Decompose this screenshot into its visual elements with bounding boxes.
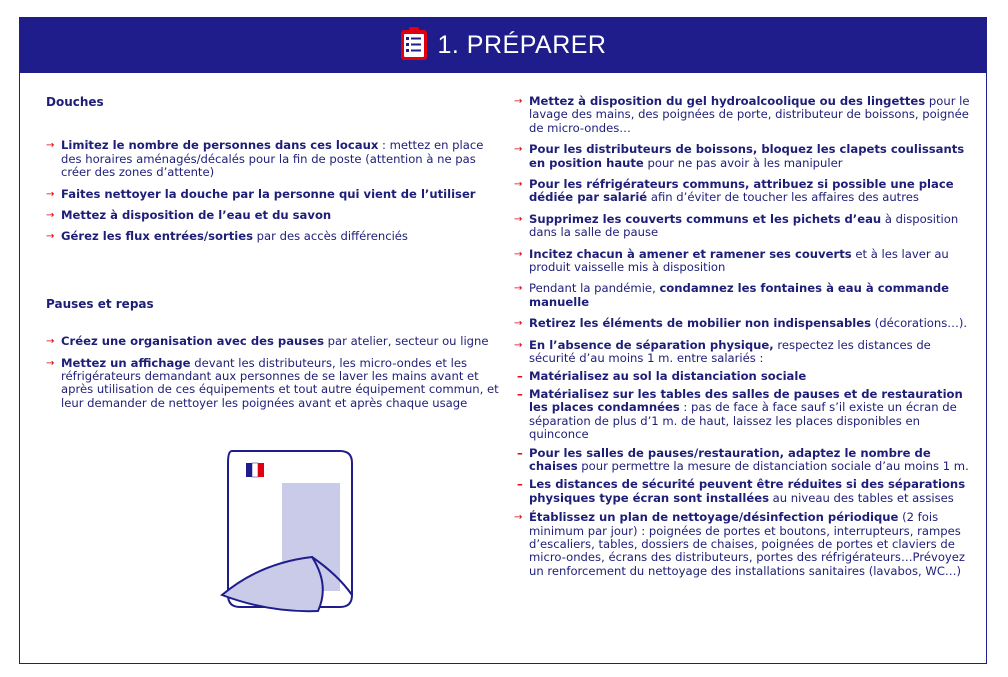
item-text: au niveau des tables et assises [768,490,954,505]
item-text: : pas de face à face sauf s’il existe un écran de séparation de plus d’1 m. de haut, laissez les places disponibles en quinconce [529,400,957,442]
flag-white [252,463,258,477]
arrow-right-icon: → [46,357,55,369]
arrow-right-icon: → [514,144,523,156]
item-bold-text: condamnez les fontaines à eau à commande manuelle [529,281,949,309]
list-item [514,213,976,240]
arrow-right-icon: → [514,339,523,351]
item-text: respectez les distances de sécurité d’au moins 1 m. entre salariés : [529,337,931,366]
item-bold-text: Gérez les flux entrées/sorties [61,229,253,244]
dash-bullet: – [517,368,523,383]
list-item [46,357,506,411]
arrow-right-icon: → [46,210,55,222]
list-item [514,282,976,309]
list-item [514,95,976,135]
arrow-right-icon: → [514,96,523,107]
sub-list-item [514,447,976,474]
sub-list-item [514,478,976,505]
left-column [46,96,506,418]
item-bold-text: Les distances de sécurité peuvent être réduites si des séparations physiques type écran sont installées [529,477,966,505]
item-text: Pendant la pandémie, [529,281,660,296]
document-illustration [220,445,370,619]
list-item [514,143,976,170]
item-text: par des accès différenciés [252,229,408,244]
item-text: (2 fois minimum par jour) : poignées de portes et boutons, interrupteurs, rampes d’escaliers, tables, dossiers de chaises, poignées de portes et claviers de micro-ondes, écrans des distributeurs, portes des réfrigérateurs…Prévoyez un renforcement du nettoyage des installations sanitaires (lavabos, WC…) [529,510,965,578]
dash-bullet: – [517,477,523,492]
douches-list [46,139,506,243]
clipboard-list-icon [400,27,428,65]
dash-bullet: – [517,386,523,401]
arrow-right-icon: → [514,179,523,191]
arrow-right-icon: → [514,213,523,225]
right-list [514,95,976,366]
list-item [46,188,506,201]
item-bold-text: Faites nettoyer la douche par la personne qui vient de l’utiliser [61,186,476,201]
list-item [514,248,976,275]
page-title: 1. PRÉPARER [437,31,607,59]
arrow-right-icon: → [514,318,523,330]
section-title-douches: Douches [46,95,104,109]
item-bold-text: Pour les réfrigérateurs communs, attribuez si possible une place dédiée par salarié [529,177,954,205]
item-bold-text: Incitez chacun à amener et ramener ses couverts [529,246,852,261]
item-text: et à les laver au produit vaisselle mis à disposition [529,246,949,275]
sub-list-item [514,388,976,442]
item-bold-text: Établissez un plan de nettoyage/désinfection périodique [529,510,899,525]
content-frame [19,17,987,664]
item-bold-text: Matérialisez sur les tables des salles de pauses et de restauration les places condamnées [529,386,963,415]
item-text: pour permettre la mesure de distanciation sociale d’au moins 1 m. [577,458,969,473]
arrow-right-icon: → [46,336,55,348]
item-bold-text: Mettez à disposition de l’eau et du savon [61,208,332,223]
arrow-right-icon: → [46,231,55,243]
list-item [514,178,976,205]
header-banner [20,18,986,73]
arrow-right-icon: → [514,248,523,260]
list-item [46,230,506,243]
item-bold-text: Matérialisez au sol la distanciation sociale [529,368,807,383]
list-item [514,317,976,330]
right-column [514,95,976,586]
flag-blue [246,463,252,477]
list-item [46,139,506,179]
distancing-sublist [514,370,976,506]
dash-bullet: – [517,445,523,460]
item-bold-text: Pour les distributeurs de boissons, bloquez les clapets coulissants en position haute [529,142,965,170]
arrow-right-icon: → [514,283,523,295]
item-bold-text: Limitez le nombre de personnes dans ces locaux [61,138,379,153]
item-bold-text: Mettez à disposition du gel hydroalcoolique ou des lingettes [529,94,926,108]
pauses-list [46,335,506,410]
list-item [46,335,506,348]
sub-list-item [514,370,976,383]
item-text: : mettez en place des horaires aménagés/décalés pour la fin de poste (attention à ne pas créer des zones d’attente) [61,138,484,180]
item-bold-text: Mettez un affichage [61,355,191,370]
list-item [46,209,506,222]
item-bold-text: En l’absence de séparation physique, [529,337,774,352]
flag-red [258,463,264,477]
section-title-pauses: Pauses et repas [46,296,154,311]
item-text: à disposition dans la salle de pause [529,211,959,240]
arrow-right-icon: → [514,512,523,524]
item-text: pour ne pas avoir à les manipuler [643,155,843,170]
item-bold-text: Créez une organisation avec des pauses [61,334,324,349]
list-item [514,511,976,578]
arrow-right-icon: → [46,140,55,152]
cleaning-plan-item [514,511,976,578]
item-bold-text: Pour les salles de pauses/restauration, adaptez le nombre de chaises [529,445,931,473]
item-text: (décorations…). [871,316,968,331]
list-item [514,339,976,366]
item-text: par atelier, secteur ou ligne [323,334,489,349]
arrow-right-icon: → [46,188,55,200]
item-bold-text: Retirez les éléments de mobilier non indispensables [529,316,871,331]
item-text: devant les distributeurs, les micro-ondes et les réfrigérateurs demandant aux personnes de se laver les mains avant et après utilisation de ces équipements et tout autre équipement commun, et leur demander de nettoyer les poignées avant et après chaque usage [61,355,499,410]
item-text: pour le lavage des mains, des poignées de porte, distributeur de boissons, poignée de micro-ondes… [529,94,970,135]
item-text: afin d’éviter de toucher les affaires des autres [647,190,919,205]
item-bold-text: Supprimez les couverts communs et les pichets d’eau [529,211,882,226]
